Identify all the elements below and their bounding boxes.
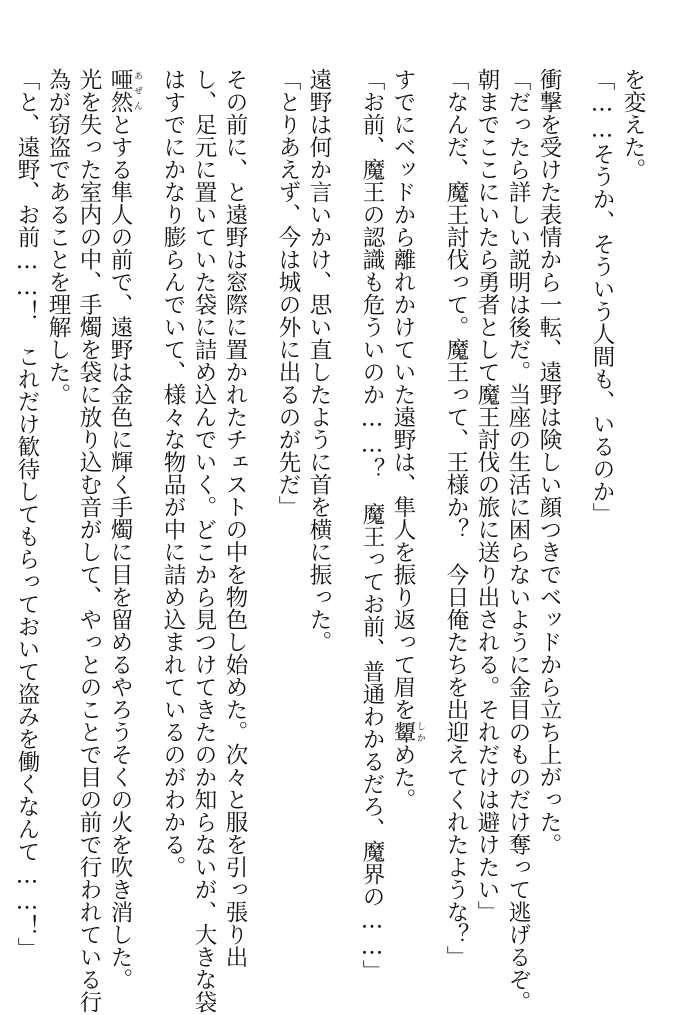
text-line: はすでにかなり膨らんでいて、様々な物品が中に詰め込まれているのがわかる。 bbox=[160, 68, 186, 878]
text-line: 「とりあえず、今は城の外に出るのが先だ」 bbox=[275, 68, 301, 518]
text-line: その前に、と遠野は窓際に置かれたチェストの中を物色し始めた。次々と服を引っ張り出 bbox=[222, 68, 248, 968]
vertical-text-block bbox=[11, 68, 648, 1013]
ruby-base: 唖然 bbox=[107, 68, 133, 113]
ruby-word bbox=[390, 720, 425, 744]
text-line: 「と、遠野、お前……！ これだけ歓待してもらっておいて盗みを働くなんて……！」 bbox=[14, 68, 40, 960]
text-line: 衝撃を受けた表情から一転、遠野は険しい顔つきでベッドから立ち上がった。 bbox=[536, 68, 562, 856]
ruby-reading: あぜん bbox=[132, 68, 142, 113]
text-line: 朝までここにいたら勇者として魔王討伐の旅に送り出される。それだけは避けたい」 bbox=[474, 68, 500, 923]
text-line: 「なんだ、魔王討伐って。魔王って、王様か？ 今日俺たちを出迎えてくれたような？」 bbox=[443, 68, 469, 968]
ruby-reading: しか bbox=[415, 720, 425, 743]
text-line-with-ruby bbox=[387, 68, 440, 963]
text-line: 「……そうか、そういう人間も、いるのか」 bbox=[589, 68, 615, 525]
text-line: 「お前、魔王の認識も危ういのか……？ 魔王ってお前、普通わかるだろ、魔界の……」 bbox=[359, 68, 385, 982]
ruby-base: 顰 bbox=[390, 720, 416, 743]
text-line: 「だったら詳しい説明は後だ。当座の生活に困らないように金目のものだけ奪って逃げるぞ。 bbox=[505, 68, 531, 1013]
text-line: を変えた。 bbox=[620, 68, 646, 181]
text-line: し、足元に置いていた袋に詰め込んでいく。どこから見つけてきたのか知らないが、大きな袋 bbox=[191, 68, 217, 1013]
text-line-with-ruby bbox=[104, 68, 157, 991]
text-line: 為が窃盗であることを理解した。 bbox=[45, 68, 71, 406]
text-segment: すでにベッドから離れかけていた遠野は、隼人を振り返って眉を bbox=[390, 68, 416, 721]
text-segment: とする隼人の前で、遠野は金色に輝く手燭に目を留めるやろうそくの火を吹き消した。 bbox=[107, 113, 133, 991]
text-segment: めた。 bbox=[390, 743, 416, 811]
text-line: 遠野は何か言いかけ、思い直したように首を横に振った。 bbox=[306, 68, 332, 653]
text-line: 光を失った室内の中、手燭を袋に放り込む音がして、やっとのことで目の前で行われている行 bbox=[76, 68, 102, 1013]
ruby-word bbox=[107, 68, 142, 113]
